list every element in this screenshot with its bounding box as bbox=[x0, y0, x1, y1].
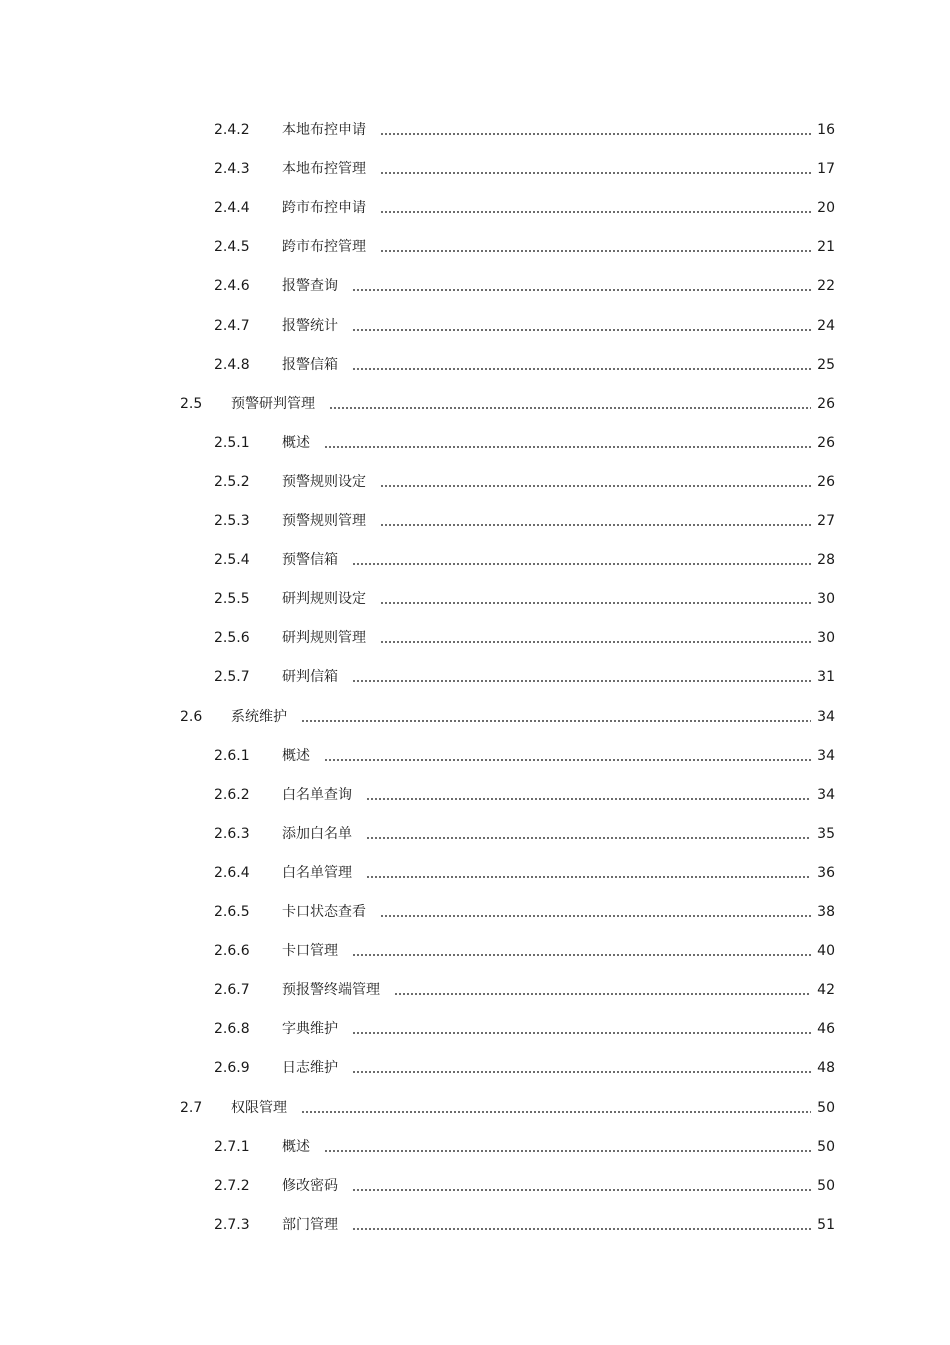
toc-leader-dots bbox=[352, 1182, 811, 1192]
toc-entry-title: 预警规则管理 bbox=[282, 513, 366, 529]
toc-entry-number: 2.5.1 bbox=[214, 435, 250, 451]
toc-leader-dots bbox=[380, 204, 811, 214]
toc-entry-page: 28 bbox=[817, 552, 835, 568]
toc-entry-number: 2.4.3 bbox=[214, 161, 250, 177]
toc-entry-page: 38 bbox=[817, 904, 835, 920]
toc-entry-title: 卡口状态查看 bbox=[282, 904, 366, 920]
toc-entry[interactable] bbox=[0, 588, 950, 610]
toc-leader-dots bbox=[380, 634, 811, 644]
toc-leader-dots bbox=[380, 517, 811, 527]
toc-entry-number: 2.4.5 bbox=[214, 239, 250, 255]
toc-entry[interactable] bbox=[0, 315, 950, 337]
toc-entry-title: 本地布控管理 bbox=[282, 161, 366, 177]
toc-entry-title: 概述 bbox=[282, 1139, 310, 1155]
toc-entry-page: 34 bbox=[817, 748, 835, 764]
toc-leader-dots bbox=[352, 282, 811, 292]
toc-entry-title: 报警查询 bbox=[282, 278, 338, 294]
toc-entry-number: 2.6 bbox=[180, 709, 203, 725]
toc-entry-title: 权限管理 bbox=[231, 1100, 287, 1116]
toc-entry-number: 2.6.6 bbox=[214, 943, 250, 959]
toc-entry-number: 2.6.5 bbox=[214, 904, 250, 920]
toc-entry-page: 40 bbox=[817, 943, 835, 959]
toc-entry-number: 2.7 bbox=[180, 1100, 203, 1116]
toc-entry[interactable] bbox=[0, 1097, 950, 1119]
toc-leader-dots bbox=[324, 752, 811, 762]
toc-entry-page: 46 bbox=[817, 1021, 835, 1037]
toc-leader-dots bbox=[301, 1104, 811, 1114]
toc-entry-title: 预警研判管理 bbox=[231, 396, 315, 412]
toc-entry[interactable] bbox=[0, 471, 950, 493]
toc-entry[interactable] bbox=[0, 158, 950, 180]
toc-entry-title: 研判规则设定 bbox=[282, 591, 366, 607]
toc-entry-page: 50 bbox=[817, 1139, 835, 1155]
toc-entry-title: 研判规则管理 bbox=[282, 630, 366, 646]
toc-entry-title: 字典维护 bbox=[282, 1021, 338, 1037]
toc-leader-dots bbox=[380, 126, 811, 136]
toc-leader-dots bbox=[366, 830, 811, 840]
toc-entry[interactable] bbox=[0, 901, 950, 923]
toc-entry-page: 34 bbox=[817, 709, 835, 725]
toc-entry[interactable] bbox=[0, 432, 950, 454]
toc-leader-dots bbox=[301, 713, 811, 723]
toc-entry-page: 42 bbox=[817, 982, 835, 998]
toc-entry[interactable] bbox=[0, 393, 950, 415]
toc-entry-number: 2.7.1 bbox=[214, 1139, 250, 1155]
toc-entry[interactable] bbox=[0, 1214, 950, 1236]
toc-entry-number: 2.4.4 bbox=[214, 200, 250, 216]
toc-entry-number: 2.6.3 bbox=[214, 826, 250, 842]
toc-leader-dots bbox=[366, 791, 811, 801]
toc-entry-page: 27 bbox=[817, 513, 835, 529]
toc-entry-title: 本地布控申请 bbox=[282, 122, 366, 138]
toc-entry-number: 2.6.9 bbox=[214, 1060, 250, 1076]
toc-entry[interactable] bbox=[0, 119, 950, 141]
toc-leader-dots bbox=[380, 243, 811, 253]
toc-entry-number: 2.4.2 bbox=[214, 122, 250, 138]
toc-entry-number: 2.6.4 bbox=[214, 865, 250, 881]
toc-entry-number: 2.5.5 bbox=[214, 591, 250, 607]
toc-leader-dots bbox=[324, 439, 811, 449]
toc-entry[interactable] bbox=[0, 823, 950, 845]
toc-leader-dots bbox=[352, 1064, 811, 1074]
toc-entry-page: 22 bbox=[817, 278, 835, 294]
toc-entry-number: 2.7.3 bbox=[214, 1217, 250, 1233]
toc-entry[interactable] bbox=[0, 354, 950, 376]
toc-entry-title: 添加白名单 bbox=[282, 826, 352, 842]
toc-leader-dots bbox=[380, 165, 811, 175]
toc-entry-number: 2.5.2 bbox=[214, 474, 250, 490]
toc-entry-number: 2.4.8 bbox=[214, 357, 250, 373]
toc-entry-page: 21 bbox=[817, 239, 835, 255]
toc-entry-page: 16 bbox=[817, 122, 835, 138]
toc-entry-number: 2.6.8 bbox=[214, 1021, 250, 1037]
toc-leader-dots bbox=[352, 556, 811, 566]
toc-entry-number: 2.5.3 bbox=[214, 513, 250, 529]
toc-entry-title: 概述 bbox=[282, 748, 310, 764]
toc-entry-page: 34 bbox=[817, 787, 835, 803]
toc-entry[interactable] bbox=[0, 197, 950, 219]
toc-entry-title: 预警规则设定 bbox=[282, 474, 366, 490]
toc-entry-number: 2.5.7 bbox=[214, 669, 250, 685]
toc-leader-dots bbox=[329, 400, 811, 410]
toc-entry[interactable] bbox=[0, 666, 950, 688]
toc-entry-title: 日志维护 bbox=[282, 1060, 338, 1076]
toc-leader-dots bbox=[352, 322, 811, 332]
toc-entry-title: 白名单查询 bbox=[282, 787, 352, 803]
toc-entry-title: 系统维护 bbox=[231, 709, 287, 725]
toc-entry[interactable] bbox=[0, 1136, 950, 1158]
toc-entry[interactable] bbox=[0, 1018, 950, 1040]
toc-entry-number: 2.6.1 bbox=[214, 748, 250, 764]
toc-entry-page: 20 bbox=[817, 200, 835, 216]
toc-entry-number: 2.6.7 bbox=[214, 982, 250, 998]
toc-leader-dots bbox=[394, 986, 811, 996]
toc-entry[interactable] bbox=[0, 745, 950, 767]
toc-entry-number: 2.5.4 bbox=[214, 552, 250, 568]
toc-entry-page: 26 bbox=[817, 474, 835, 490]
toc-entry-page: 50 bbox=[817, 1100, 835, 1116]
toc-entry-title: 卡口管理 bbox=[282, 943, 338, 959]
toc-entry[interactable] bbox=[0, 706, 950, 728]
toc-entry-title: 跨市布控申请 bbox=[282, 200, 366, 216]
toc-entry-page: 24 bbox=[817, 318, 835, 334]
toc-entry[interactable] bbox=[0, 979, 950, 1001]
toc-leader-dots bbox=[380, 478, 811, 488]
toc-entry-number: 2.5.6 bbox=[214, 630, 250, 646]
toc-entry-page: 51 bbox=[817, 1217, 835, 1233]
toc-entry-title: 白名单管理 bbox=[282, 865, 352, 881]
toc-entry-page: 36 bbox=[817, 865, 835, 881]
toc-entry-page: 50 bbox=[817, 1178, 835, 1194]
toc-entry[interactable] bbox=[0, 862, 950, 884]
toc-leader-dots bbox=[366, 869, 811, 879]
toc-leader-dots bbox=[352, 673, 811, 683]
toc-entry[interactable] bbox=[0, 784, 950, 806]
toc-entry-title: 报警信箱 bbox=[282, 357, 338, 373]
toc-entry-title: 预报警终端管理 bbox=[282, 982, 380, 998]
toc-entry[interactable] bbox=[0, 1057, 950, 1079]
toc-entry-title: 预警信箱 bbox=[282, 552, 338, 568]
toc-entry-title: 跨市布控管理 bbox=[282, 239, 366, 255]
toc-entry-page: 48 bbox=[817, 1060, 835, 1076]
toc-entry-page: 26 bbox=[817, 435, 835, 451]
toc-leader-dots bbox=[380, 908, 811, 918]
toc-leader-dots bbox=[352, 947, 811, 957]
toc-entry-number: 2.6.2 bbox=[214, 787, 250, 803]
toc-entry-title: 概述 bbox=[282, 435, 310, 451]
toc-entry[interactable] bbox=[0, 1175, 950, 1197]
toc-leader-dots bbox=[352, 1221, 811, 1231]
toc-entry[interactable] bbox=[0, 510, 950, 532]
toc-leader-dots bbox=[324, 1143, 811, 1153]
toc-leader-dots bbox=[380, 595, 811, 605]
toc-entry-number: 2.4.7 bbox=[214, 318, 250, 334]
toc-entry-title: 修改密码 bbox=[282, 1178, 338, 1194]
toc-entry-page: 17 bbox=[817, 161, 835, 177]
toc-entry-page: 25 bbox=[817, 357, 835, 373]
toc-entry[interactable] bbox=[0, 627, 950, 649]
toc-entry-title: 研判信箱 bbox=[282, 669, 338, 685]
toc-entry-page: 30 bbox=[817, 630, 835, 646]
toc-leader-dots bbox=[352, 1025, 811, 1035]
toc-entry[interactable] bbox=[0, 940, 950, 962]
toc-entry[interactable] bbox=[0, 275, 950, 297]
toc-entry-page: 26 bbox=[817, 396, 835, 412]
toc-entry-number: 2.7.2 bbox=[214, 1178, 250, 1194]
toc-entry[interactable] bbox=[0, 236, 950, 258]
toc-entry-title: 部门管理 bbox=[282, 1217, 338, 1233]
toc-entry-page: 31 bbox=[817, 669, 835, 685]
toc-entry-number: 2.5 bbox=[180, 396, 203, 412]
toc-leader-dots bbox=[352, 361, 811, 371]
toc-entry-number: 2.4.6 bbox=[214, 278, 250, 294]
toc-entry-page: 35 bbox=[817, 826, 835, 842]
toc-entry-title: 报警统计 bbox=[282, 318, 338, 334]
toc-entry-page: 30 bbox=[817, 591, 835, 607]
toc-entry[interactable] bbox=[0, 549, 950, 571]
